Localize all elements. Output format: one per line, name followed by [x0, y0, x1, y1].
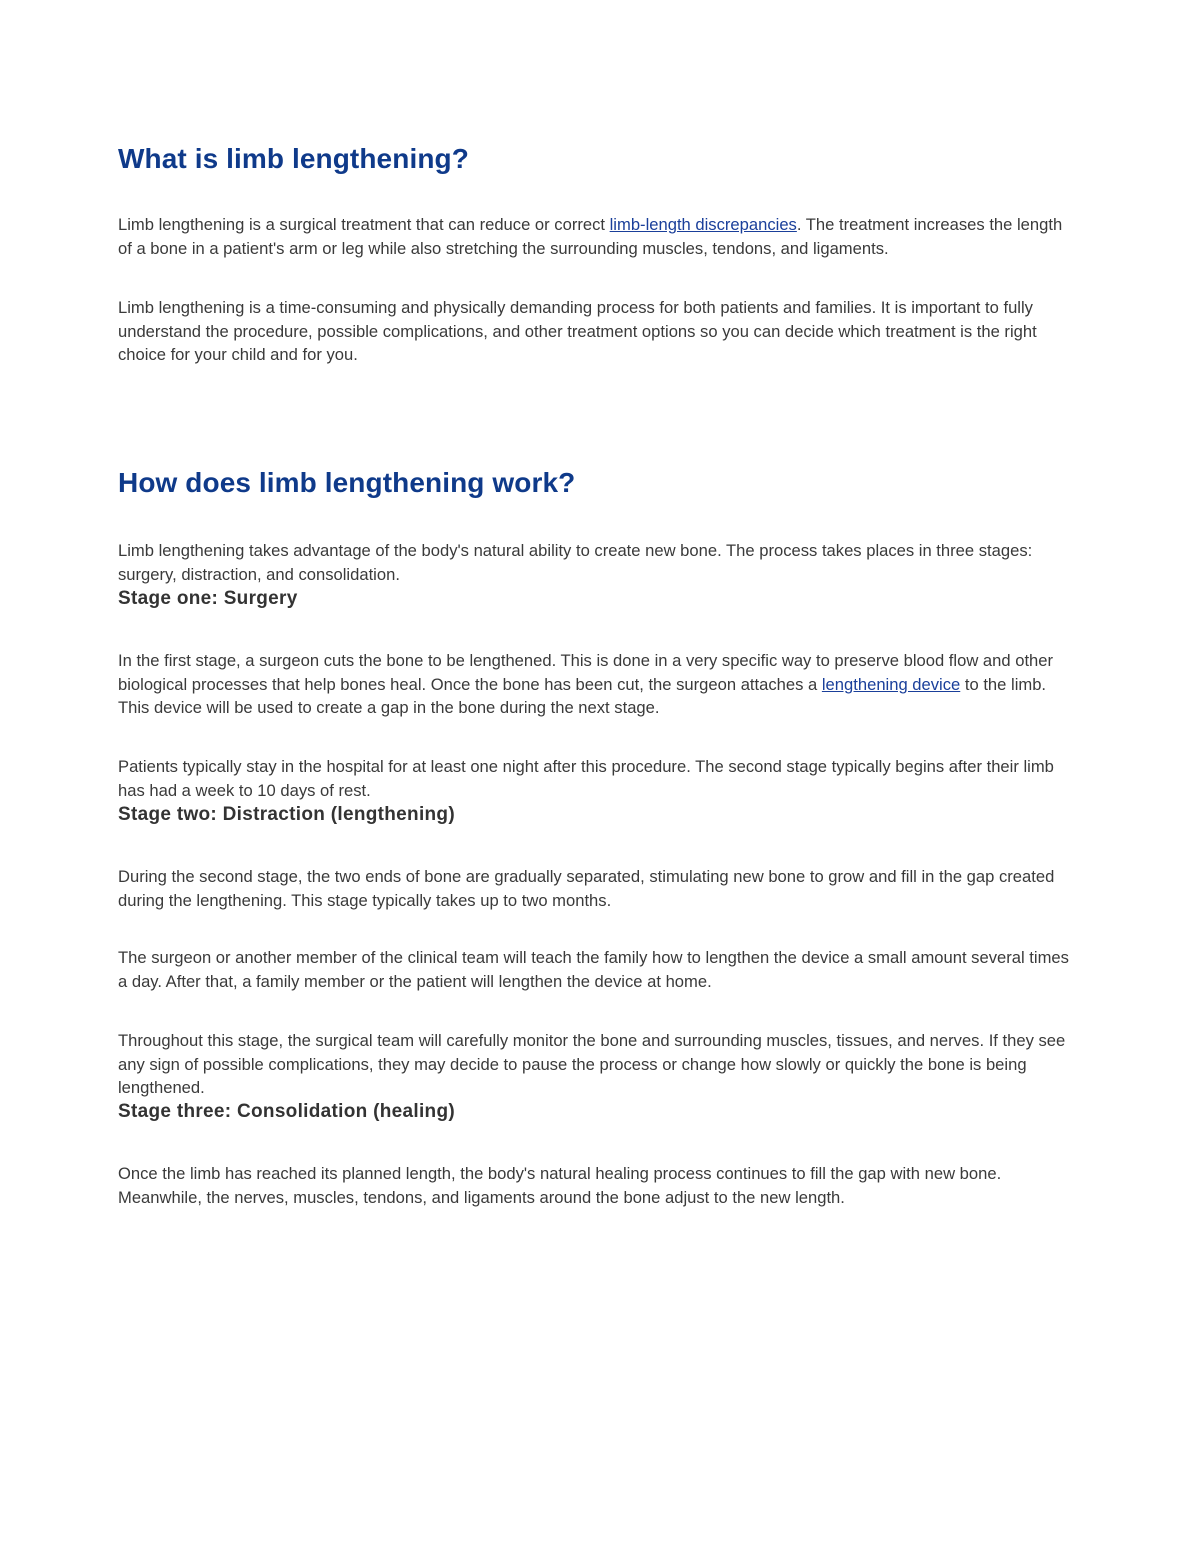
heading-how-does-it-work: How does limb lengthening work? [118, 467, 576, 498]
paragraph-stage-two-3: Throughout this stage, the surgical team will carefully monitor the bone and surrounding muscles, tissues, and nerves. If they see any sign of possible complications, they may decide to pause the process or change how slowly or quickly the bone is being lengthened. [118, 1031, 1066, 1097]
subheading-stage-one: Stage one: Surgery [118, 588, 298, 609]
paragraph-text: to the limb. This device will be used to create a gap in the bone during the next stage. [118, 674, 1047, 717]
subheading-stage-three: Stage three: Consolidation (healing) [118, 1101, 455, 1122]
paragraph-stage-two-1: During the second stage, the two ends of bone are gradually separated, stimulating new bone to grow and fill in the gap created during the lengthening. This stage typically takes up to two months. [118, 867, 1055, 910]
paragraph-stage-two-2: The surgeon or another member of the clinical team will teach the family how to lengthen the device a small amount several times a day. After that, a family member or the patient will lengthen the device at home. [118, 948, 1069, 991]
paragraph-stage-three-1: Once the limb has reached its planned length, the body's natural healing process continues to fill the gap with new bone. Meanwhile, the nerves, muscles, tendons, and ligaments around the bone adjust to the new length. [118, 1164, 1002, 1207]
subheading-stage-two: Stage two: Distraction (lengthening) [118, 804, 455, 825]
paragraph-text: Limb lengthening is a surgical treatment that can reduce or correct [118, 215, 610, 234]
paragraph-definition [118, 213, 1080, 260]
link-limb-length-discrepancies[interactable]: limb-length discrepancies [609, 215, 797, 234]
paragraph-intro: Limb lengthening takes advantage of the body's natural ability to create new bone. The process takes places in three stages: surgery, distraction, and consolidation. [118, 541, 1033, 584]
link-lengthening-device[interactable]: lengthening device [821, 674, 961, 694]
paragraph-stage-one-2: Patients typically stay in the hospital for at least one night after this procedure. The second stage typically begins after their limb has had a week to 10 days of rest. [118, 757, 1054, 800]
paragraph-text: In the first stage, a surgeon cuts the bone to be lengthened. This is done in a very specific way to preserve blood flow and other biological processes that help bones heal. Once the bone has been cut, the surgeon attaches a [118, 651, 1054, 694]
paragraph-text: . The treatment increases the length of a bone in a patient's arm or leg while also stretching the surrounding muscles, tendons, and ligaments. [118, 215, 1063, 258]
paragraph-stage-one-1 [118, 649, 1080, 720]
heading-what-is-limb-lengthening: What is limb lengthening? [118, 143, 469, 174]
paragraph-time-consuming: Limb lengthening is a time-consuming and physically demanding process for both patients and families. It is important to fully understand the procedure, possible complications, and other treatment options so you can decide which treatment is the right choice for your child and for you. [118, 298, 1037, 364]
